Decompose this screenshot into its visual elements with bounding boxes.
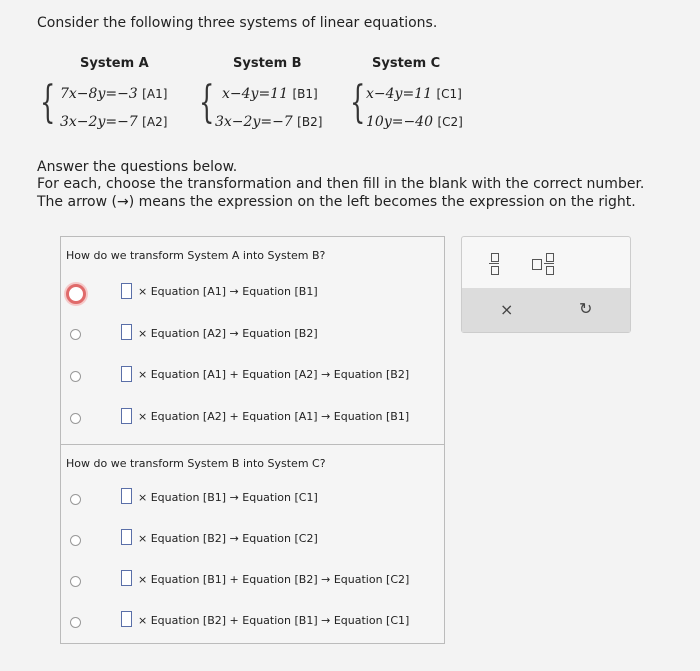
equation-b2: 3x−2y=−7 [B2]	[215, 114, 323, 130]
system-c-title: System C	[372, 56, 441, 71]
fraction-icon[interactable]	[489, 252, 501, 274]
q2-option-1-text: × Equation [B1] → Equation [C1]	[138, 491, 318, 504]
q2-option-3-text: × Equation [B1] + Equation [B2] → Equation [C2]	[138, 573, 410, 586]
q2-option-1-blank[interactable]	[121, 488, 132, 504]
question-2-prompt: How do we transform System B into System C?	[66, 457, 326, 470]
q1-option-2-radio[interactable]	[70, 329, 81, 340]
brace-a: {	[40, 77, 56, 128]
q1-option-4-blank[interactable]	[121, 408, 132, 424]
q2-option-2-text: × Equation [B2] → Equation [C2]	[138, 532, 318, 545]
equation-a1: 7x−8y=−3 [A1]	[60, 86, 168, 102]
q2-option-4-radio[interactable]	[70, 617, 81, 628]
equation-b1: x−4y=11 [B1]	[222, 86, 318, 102]
q2-option-3-radio[interactable]	[70, 576, 81, 587]
toolbox-actions	[462, 288, 630, 332]
equation-c2: 10y=−40 [C2]	[366, 114, 463, 130]
mixed-number-icon[interactable]	[532, 252, 558, 274]
question-divider	[61, 444, 444, 445]
system-a-title: System A	[80, 56, 149, 71]
brace-c: {	[350, 77, 366, 128]
equation-a2: 3x−2y=−7 [A2]	[60, 114, 168, 130]
q1-option-2-text: × Equation [A2] → Equation [B2]	[138, 327, 318, 340]
arrow-icon: →	[116, 194, 129, 210]
q2-option-1-radio[interactable]	[70, 494, 81, 505]
q2-option-4-blank[interactable]	[121, 611, 132, 627]
q1-option-3-text: × Equation [A1] + Equation [A2] → Equation [B2]	[138, 368, 410, 381]
undo-icon[interactable]: ↻	[579, 299, 593, 318]
q1-option-1-blank[interactable]	[121, 283, 132, 299]
q2-option-4-text: × Equation [B2] + Equation [B1] → Equation [C1]	[138, 614, 410, 627]
question-1-prompt: How do we transform System A into System B?	[66, 249, 326, 262]
q1-option-1-radio[interactable]	[66, 284, 86, 304]
clear-icon[interactable]: ×	[500, 300, 514, 319]
math-toolbox	[461, 236, 631, 333]
q1-option-4-radio[interactable]	[70, 413, 81, 424]
q1-option-3-blank[interactable]	[121, 366, 132, 382]
q2-option-3-blank[interactable]	[121, 570, 132, 586]
instructions-line1: Answer the questions below.	[37, 159, 238, 175]
q1-option-2-blank[interactable]	[121, 324, 132, 340]
q1-option-4-text: × Equation [A2] + Equation [A1] → Equation [B1]	[138, 410, 410, 423]
system-b-title: System B	[233, 56, 302, 71]
question-panel	[60, 236, 445, 644]
q2-option-2-blank[interactable]	[121, 529, 132, 545]
brace-b: {	[199, 77, 215, 128]
equation-c1: x−4y=11 [C1]	[366, 86, 462, 102]
q1-option-1-text: × Equation [A1] → Equation [B1]	[138, 285, 318, 298]
instructions-line3: The arrow (→) means the expression on the left becomes the expression on the right.	[37, 194, 636, 210]
intro-text: Consider the following three systems of linear equations.	[37, 15, 438, 31]
q1-option-3-radio[interactable]	[70, 371, 81, 382]
q2-option-2-radio[interactable]	[70, 535, 81, 546]
instructions-line2: For each, choose the transformation and then fill in the blank with the correct number.	[37, 176, 645, 192]
